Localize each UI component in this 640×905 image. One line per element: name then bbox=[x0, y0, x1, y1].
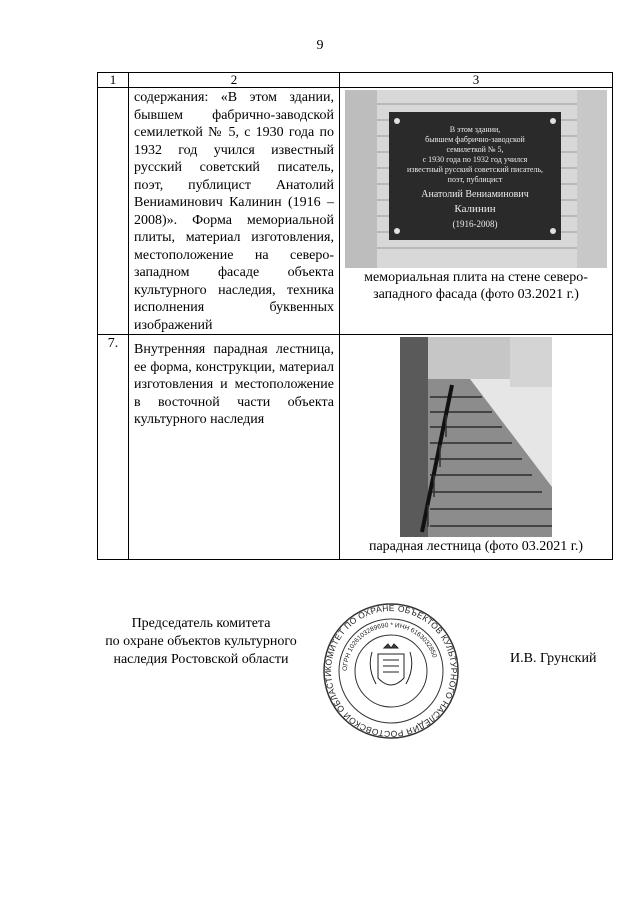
seal-outer-text: КОМИТЕТ ПО ОХРАНЕ ОБЪЕКТОВ КУЛЬТУРНОГО НАСЛЕДИЯ РОСТОВСКОЙ ОБЛАСТИ bbox=[322, 602, 460, 740]
signatory-name: И.В. Грунский bbox=[510, 651, 597, 666]
row-description bbox=[129, 335, 340, 560]
plaque-line-3: семилеткой № 5, bbox=[446, 145, 504, 154]
plaque-line-5: известный русский советский писатель, bbox=[406, 165, 544, 174]
signatory-title-line-1: Председатель комитета bbox=[131, 616, 271, 631]
plaque-line-7: Анатолий Вениаминович bbox=[421, 189, 529, 200]
plaque-line-1: В этом здании, bbox=[449, 125, 501, 134]
plaque-line-4: с 1930 года по 1932 год учился bbox=[422, 155, 528, 164]
table-header-row bbox=[98, 73, 613, 88]
row-number: 7. bbox=[98, 335, 129, 560]
signatory-title bbox=[96, 615, 306, 669]
staircase-photo-caption: парадная лестница (фото 03.2021 г.) bbox=[368, 539, 584, 554]
memorial-plaque-photo bbox=[345, 90, 607, 268]
header-col-1: 1 bbox=[98, 73, 129, 88]
row-photo-cell bbox=[340, 88, 613, 335]
seal-inner-text: ОГРН 1026103289690 * ИНН 6163032850 bbox=[341, 621, 438, 672]
staircase-photo bbox=[400, 337, 552, 537]
row-photo-cell bbox=[340, 335, 613, 560]
coat-of-arms-icon bbox=[370, 644, 412, 685]
header-col-3: 3 bbox=[340, 73, 613, 88]
plaque-line-8: Калинин bbox=[454, 203, 496, 215]
official-seal bbox=[322, 602, 460, 740]
plaque-line-6: поэт, публицист bbox=[447, 175, 503, 184]
signatory-title-line-2: по охране объектов культурного bbox=[105, 634, 297, 649]
plaque-photo-caption: мемориальная плита на стене северо-западного фасада (фото 03.2021 г.) bbox=[364, 270, 588, 302]
table-row-7 bbox=[98, 335, 613, 560]
plaque-description-text: содержания: «В этом здании, бывшем фабрично-заводской семилеткой № 5, с 1930 года по 1932 год учился известный русский советский писатель, поэт, публицист Анатолий Вениаминович Калинин (1916 – 2008)». Форма мемориальной плиты, материал изготовления, местоположение на северо-западном фасаде объекта культурного наследия, техника исполнения буквенных изображений bbox=[134, 90, 334, 333]
row-description bbox=[129, 88, 340, 335]
plaque-line-9: (1916-2008) bbox=[452, 219, 498, 229]
plaque-line-2: бывшем фабрично-заводской bbox=[425, 135, 525, 144]
page-number: 9 bbox=[316, 38, 324, 53]
objects-table bbox=[97, 72, 613, 560]
row-number-empty bbox=[98, 88, 129, 335]
table-row-continued bbox=[98, 88, 613, 335]
header-col-2: 2 bbox=[129, 73, 340, 88]
staircase-description-text: Внутренняя парадная лестница, ее форма, конструкции, материал изготовления и местоположение в восточной части объекта культурного наследия bbox=[134, 342, 334, 427]
signatory-title-line-3: наследия Ростовской области bbox=[113, 652, 289, 667]
